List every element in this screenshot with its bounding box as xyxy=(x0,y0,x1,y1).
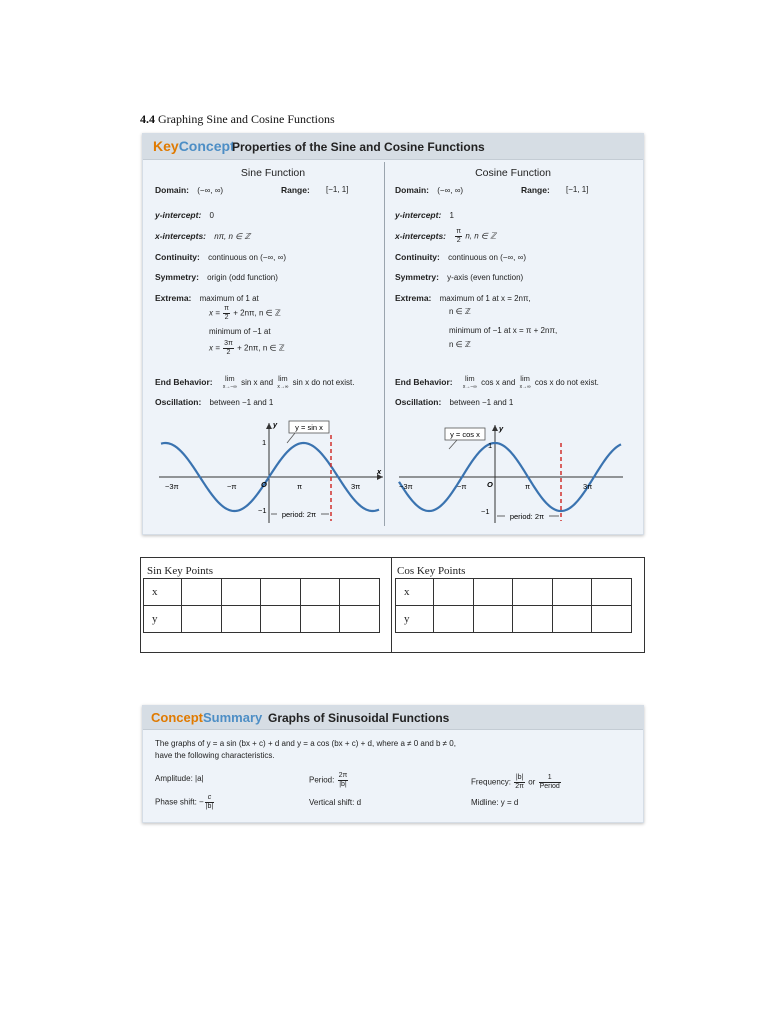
phase-shift-fraction xyxy=(205,794,215,811)
sine-symmetry-label: Symmetry: xyxy=(155,272,199,282)
sine-graph xyxy=(155,417,387,525)
sine-origin-label: O xyxy=(261,480,267,489)
cosine-lim-1 xyxy=(462,375,478,391)
cosine-y-label: y xyxy=(499,424,504,433)
cosine-extrema-label: Extrema: xyxy=(395,293,432,303)
sin-y-cell[interactable] xyxy=(300,606,340,633)
sin-x-cell[interactable] xyxy=(221,579,261,606)
freq-num-2: 1 xyxy=(539,774,561,783)
sine-range-value: [−1, 1] xyxy=(326,185,349,194)
period-den: |b| xyxy=(339,781,347,788)
cos-x-row xyxy=(396,579,632,606)
cosine-y-arrow xyxy=(492,425,498,431)
key-concept-label-a: Key xyxy=(153,138,179,154)
frequency-fraction-1 xyxy=(514,774,525,791)
summary-vertical-shift: Vertical shift: d xyxy=(309,798,362,807)
summary-intro-1: The graphs of y = a sin (bx + c) + d and y = a cos (bx + c) + d, where a ≠ 0 and b ≠ 0, xyxy=(155,739,456,748)
sin-x-cell[interactable] xyxy=(300,579,340,606)
sine-continuity-value: continuous on (−∞, ∞) xyxy=(208,253,286,262)
cosine-oscillation-label: Oscillation: xyxy=(395,397,442,407)
sine-extrema-min: minimum of −1 at xyxy=(209,327,271,336)
sine-max-fraction xyxy=(223,305,230,322)
key-points-divider xyxy=(391,558,392,652)
freq-den: 2π xyxy=(515,783,524,790)
cosine-range-label: Range: xyxy=(521,185,550,195)
sine-lim-2-sub: x→∞ xyxy=(277,384,289,390)
cosine-continuity-label: Continuity: xyxy=(395,252,440,262)
cos-y-row xyxy=(396,606,632,633)
cos-x-cell[interactable] xyxy=(592,579,632,606)
sine-y-intercept-value: 0 xyxy=(209,211,214,220)
cosine-tick-neg3pi: −3π xyxy=(399,482,413,491)
section-title-text: Graphing Sine and Cosine Functions xyxy=(158,112,335,126)
summary-frequency xyxy=(471,774,562,791)
sine-symmetry-value: origin (odd function) xyxy=(207,273,278,282)
cosine-x-int-fraction xyxy=(455,228,462,245)
cosine-graph xyxy=(395,417,627,525)
sine-min-fraction xyxy=(223,340,234,357)
cos-y-cell[interactable] xyxy=(592,606,632,633)
cosine-continuity-value: continuous on (−∞, ∞) xyxy=(448,253,526,262)
cosine-tick-pi: π xyxy=(525,482,531,491)
cosine-period-label: period: 2π xyxy=(509,512,545,521)
sin-x-row xyxy=(144,579,380,606)
sine-extrema-max: maximum of 1 at xyxy=(199,294,259,303)
cos-y-cell[interactable] xyxy=(473,606,513,633)
sine-end-mid: sin x and xyxy=(241,378,274,388)
cos-key-points-table xyxy=(395,578,632,633)
sin-y-cell[interactable] xyxy=(261,606,301,633)
sine-max-den: 2 xyxy=(224,314,229,321)
cos-x-cell[interactable] xyxy=(513,579,553,606)
cosine-lim-2-sub: x→∞ xyxy=(519,384,531,390)
sine-lim-1 xyxy=(222,375,238,391)
sine-min-den: 2 xyxy=(226,349,231,356)
sine-end-tail: sin x do not exist. xyxy=(292,378,355,388)
sine-tick-negpi: −π xyxy=(227,482,237,491)
cosine-end-behavior-row xyxy=(395,375,599,391)
sine-tick-pi: π xyxy=(297,482,303,491)
sine-max-tail: + 2nπ, n ∈ ℤ xyxy=(233,308,281,318)
period-fraction xyxy=(338,772,349,789)
cosine-neg-one-label: −1 xyxy=(481,507,490,516)
cosine-x-intercepts-label: x-intercepts: xyxy=(395,230,447,241)
cosine-x-int-den: 2 xyxy=(456,237,461,244)
cosine-continuity-row xyxy=(395,252,526,262)
cosine-x-intercepts-value: n, n ∈ ℤ xyxy=(465,231,497,241)
key-concept-label-b: Concept xyxy=(178,138,235,154)
section-number: 4.4 xyxy=(140,112,155,126)
sine-x-intercepts-value: nπ, n ∈ ℤ xyxy=(214,232,251,241)
sine-extrema-max-formula xyxy=(209,305,281,322)
concept-summary-title: Graphs of Sinusoidal Functions xyxy=(268,711,450,725)
cosine-origin-label: O xyxy=(487,480,493,489)
cosine-eq-pointer xyxy=(449,440,457,449)
cosine-lim-1-sub: x→−∞ xyxy=(462,384,477,390)
sine-eq-pointer xyxy=(287,433,295,443)
freq-num: |b| xyxy=(515,774,524,781)
section-title xyxy=(140,112,335,127)
cosine-y-intercept-row xyxy=(395,210,454,220)
key-points-section xyxy=(140,557,645,653)
sin-y-cell[interactable] xyxy=(182,606,222,633)
sine-oscillation-label: Oscillation: xyxy=(155,397,202,407)
sine-lim-1-text: lim xyxy=(225,374,235,383)
cosine-extrema-min-n: n ∈ ℤ xyxy=(449,340,471,349)
frequency-label: Frequency: xyxy=(471,777,512,787)
cosine-extrema-row xyxy=(395,293,531,303)
summary-intro-2: have the following characteristics. xyxy=(155,751,275,760)
cosine-domain-row xyxy=(395,185,463,195)
summary-midline: Midline: y = d xyxy=(471,798,519,807)
sine-domain-row xyxy=(155,185,223,195)
sine-neg-one-label: −1 xyxy=(258,506,267,515)
sine-x-intercepts-row xyxy=(155,231,250,241)
sine-domain-value: (−∞, ∞) xyxy=(197,186,224,195)
sin-key-points-table xyxy=(143,578,380,633)
cosine-oscillation-row xyxy=(395,397,513,407)
sin-x-cell[interactable] xyxy=(340,579,380,606)
cosine-symmetry-label: Symmetry: xyxy=(395,272,439,282)
sin-y-label: y xyxy=(144,606,182,633)
sine-eq-label: y = sin x xyxy=(295,423,323,432)
period-label: Period: xyxy=(309,775,335,785)
cosine-symmetry-row xyxy=(395,272,523,282)
cosine-end-tail: cos x do not exist. xyxy=(534,378,599,388)
sine-tick-3pi: 3π xyxy=(351,482,361,491)
cosine-heading: Cosine Function xyxy=(475,167,551,179)
cosine-y-intercept-label: y-intercept: xyxy=(395,210,442,220)
sine-heading: Sine Function xyxy=(240,167,306,179)
sine-y-label: y xyxy=(273,420,278,429)
sin-key-points-title: Sin Key Points xyxy=(147,565,214,577)
sin-y-cell[interactable] xyxy=(340,606,380,633)
sine-continuity-label: Continuity: xyxy=(155,252,200,262)
cosine-extrema-max: maximum of 1 at x = 2nπ, xyxy=(439,294,531,303)
sine-period-label: period: 2π xyxy=(281,510,317,519)
concept-summary-header xyxy=(143,706,643,730)
cos-y-cell[interactable] xyxy=(513,606,553,633)
summary-phase-shift xyxy=(155,794,215,811)
sine-y-intercept-row xyxy=(155,210,214,220)
sine-domain-label: Domain: xyxy=(155,185,189,195)
sine-end-behavior-row xyxy=(155,375,354,391)
frequency-or: or xyxy=(528,777,536,787)
phase-shift-label: Phase shift: − xyxy=(155,797,204,807)
sine-x-label: x xyxy=(377,467,382,476)
key-concept-title: Properties of the Sine and Cosine Functions xyxy=(232,140,485,154)
cosine-tick-3pi: 3π xyxy=(583,482,593,491)
key-concept-label xyxy=(153,138,235,154)
cos-x-cell[interactable] xyxy=(473,579,513,606)
sine-end-behavior-label: End Behavior: xyxy=(155,377,213,388)
sine-oscillation-row xyxy=(155,397,273,407)
sin-x-cell[interactable] xyxy=(261,579,301,606)
cosine-range-value: [−1, 1] xyxy=(566,185,589,194)
cos-y-label: y xyxy=(396,606,434,633)
cosine-domain-label: Domain: xyxy=(395,185,429,195)
sine-max-num: π xyxy=(224,305,229,312)
sin-y-cell[interactable] xyxy=(221,606,261,633)
phase-den: |b| xyxy=(205,803,214,810)
cosine-lim-2 xyxy=(519,375,532,391)
sine-continuity-row xyxy=(155,252,286,262)
summary-period xyxy=(309,772,349,789)
sine-symmetry-row xyxy=(155,272,278,282)
sin-y-row xyxy=(144,606,380,633)
sin-x-cell[interactable] xyxy=(182,579,222,606)
cosine-oscillation-value: between −1 and 1 xyxy=(449,398,514,407)
cosine-lim-1-text: lim xyxy=(465,374,475,383)
cosine-domain-value: (−∞, ∞) xyxy=(437,186,464,195)
key-concept-panel xyxy=(142,133,644,535)
cos-x-cell[interactable] xyxy=(552,579,592,606)
cosine-y-intercept-value: 1 xyxy=(449,211,454,220)
concept-summary-label-a: Concept xyxy=(151,710,203,725)
sine-min-x: x = xyxy=(209,343,220,353)
cosine-x-int-num: π xyxy=(456,228,462,235)
sine-oscillation-value: between −1 and 1 xyxy=(209,398,274,407)
sine-max-x: x = xyxy=(209,308,220,318)
cos-y-cell[interactable] xyxy=(552,606,592,633)
cosine-extrema-min: minimum of −1 at x = π + 2nπ, xyxy=(449,326,558,335)
concept-summary-label-b: Summary xyxy=(203,710,263,725)
frequency-fraction-2 xyxy=(539,774,561,791)
sine-y-intercept-label: y-intercept: xyxy=(155,210,202,220)
period-num: 2π xyxy=(338,772,348,779)
sine-lim-2-text: lim xyxy=(278,374,288,383)
cosine-x-intercepts-row xyxy=(395,228,496,245)
cosine-lim-2-text: lim xyxy=(520,374,530,383)
cosine-symmetry-value: y-axis (even function) xyxy=(447,273,524,282)
cos-x-label: x xyxy=(396,579,434,606)
cosine-extrema-max-n: n ∈ ℤ xyxy=(449,307,471,316)
sine-min-tail: + 2nπ, n ∈ ℤ xyxy=(237,343,285,353)
sine-one-label: 1 xyxy=(262,438,267,447)
key-concept-header xyxy=(143,134,643,160)
sine-y-arrow xyxy=(266,423,272,429)
sin-x-label: x xyxy=(144,579,182,606)
summary-amplitude: Amplitude: |a| xyxy=(155,774,204,783)
cos-key-points-title: Cos Key Points xyxy=(397,565,466,577)
cosine-eq-label: y = cos x xyxy=(450,430,480,439)
sine-x-intercepts-label: x-intercepts: xyxy=(155,231,207,241)
cos-x-cell[interactable] xyxy=(434,579,474,606)
sine-extrema-row xyxy=(155,293,259,303)
sine-extrema-label: Extrema: xyxy=(155,293,192,303)
sine-lim-1-sub: x→−∞ xyxy=(222,384,237,390)
sine-lim-2 xyxy=(276,375,289,391)
concept-summary-label xyxy=(151,710,262,725)
cosine-end-behavior-label: End Behavior: xyxy=(395,377,453,388)
sine-range-label: Range: xyxy=(281,185,310,195)
sine-min-num: 3π xyxy=(224,340,233,347)
cos-y-cell[interactable] xyxy=(434,606,474,633)
sine-tick-neg3pi: −3π xyxy=(165,482,179,491)
cosine-end-mid: cos x and xyxy=(481,378,516,388)
phase-num: c xyxy=(205,794,215,803)
freq-den-2: Period xyxy=(539,783,560,790)
cosine-one-label: 1 xyxy=(488,441,493,450)
concept-summary-panel xyxy=(142,705,644,823)
cosine-tick-negpi: −π xyxy=(457,482,467,491)
sine-extrema-min-formula xyxy=(209,340,285,357)
